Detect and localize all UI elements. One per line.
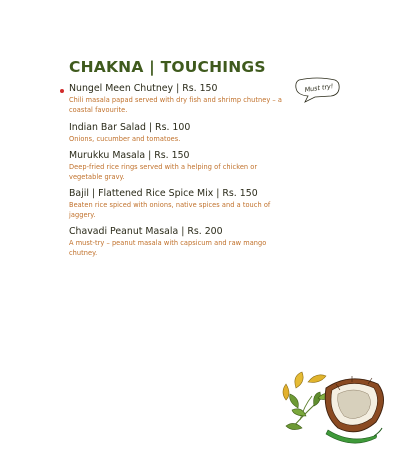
menu-item: [69, 226, 289, 258]
menu-item: [69, 150, 289, 182]
menu-item: [69, 83, 289, 115]
menu-item-name: Murukku Masala | Rs. 150: [69, 150, 190, 161]
menu-item-description: Deep-fried rice rings served with a helping of chicken or vegetable gravy.: [69, 163, 258, 181]
menu-item-name: Nungel Meen Chutney | Rs. 150: [69, 83, 218, 94]
menu-item-description: A must-try – peanut masala with capsicum and raw mango chutney.: [69, 239, 267, 257]
menu-item-name: Indian Bar Salad | Rs. 100: [69, 122, 191, 133]
menu-item-description: Chili masala papad served with dry fish and shrimp chutney – a coastal favourite.: [69, 96, 283, 114]
menu-item-description: Onions, cucumber and tomatoes.: [69, 135, 181, 143]
menu-item: [69, 122, 289, 145]
featured-bullet-icon: [60, 89, 64, 93]
menu-item-name: Bajil | Flattened Rice Spice Mix | Rs. 150: [69, 188, 258, 199]
coconut-leaves-chili-illustration: [278, 366, 396, 448]
must-try-label: Must try!: [304, 82, 334, 94]
menu-item: [69, 188, 289, 220]
section-title: CHAKNA | TOUCHINGS: [69, 58, 266, 76]
menu-item-name: Chavadi Peanut Masala | Rs. 200: [69, 226, 223, 237]
menu-item-description: Beaten rice spiced with onions, native spices and a touch of jaggery.: [69, 201, 271, 219]
